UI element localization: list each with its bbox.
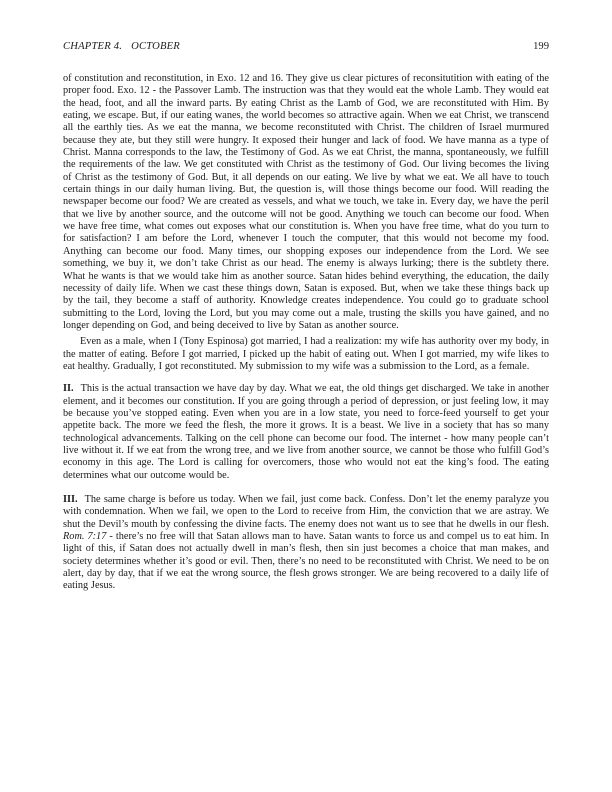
running-header: [63, 41, 549, 52]
section-iii-paragraph: [63, 494, 549, 593]
body-paragraph-2: [63, 336, 549, 373]
section-ii-text: This is the actual transaction we have day by day. What we eat, the old things get discharged. We take in another element, and it becomes our constitution. If you are going through a period of depression, or just feeling low, it may be because you’ve stopped eating. Even when you are in a low state, you need to force-feed yourself to get your appetite back. The more we feed the flesh, the more it grows. It is a beast. We live in a society that has so many technological advancements. Talking on the cell phone can become our food. The internet - how many people can’t live without it. If we eat from the wrong tree, and we live from another source, we cannot be those who fulfill God’s economy in this age. The Lord is calling for overcomers, those who would not eat the king’s food. The eating determines what our outcome would be.: [63, 383, 549, 481]
section-ii-label: II.: [63, 383, 74, 395]
section-iii-label: III.: [63, 494, 78, 505]
chapter-number: CHAPTER 4.: [63, 41, 123, 52]
paragraph-2-text: Even as a male, when I (Tony Espinosa) got married, I had a realization: my wife has authority over my body, in the matter of eating. Before I got married, I picked up the habit of eating out. When I got married, my wife likes to eat healthy. Gradually, I got reconstituted. My submission to my wife was a submission to the Lord, as a female.: [63, 336, 549, 372]
scripture-reference: Rom. 7:17: [63, 531, 107, 543]
chapter-title: OCTOBER: [131, 41, 180, 52]
body-paragraph-1: [63, 73, 549, 332]
section-iii-text-before: The same charge is before us today. When we fail, just come back. Confess. Don’t let the enemy paralyze you with condemnation. When we fail, we open to the Lord to receive from Him, the conviction that we are astray. We shut the Devil’s mouth by confessing the divine facts. The enemy does not want us to see that he dwells in our flesh.: [63, 494, 549, 530]
paragraph-1-text: of constitution and reconstitution, in Exo. 12 and 16. They give us clear pictures of reconsitutition with eating of the proper food. Exo. 12 - the Passover Lamb. The instruction was that they would eat the whole Lamb. They would eat the head, foot, and all the inward parts. By eating Christ as the Lamb of God, we are reconstituted with Him. By eating, we escape. But, if our eating wanes, the world becomes so attractive again. When we eat Christ, we transcend all the earthly ties. As we eat the manna, we become reconstituted with Christ. The children of Israel murmured because they ate, but they still were hungry. It exposed their hunger and lack of food. We have manna as a type of Christ. Manna corresponds to the law, the Testimony of God. As we eat Christ, the manna, spontaneously, we fulfill the requirements of the law. We get constituted with Christ as the testimony of God. Our living becomes the living of Christ as the testimony of God. But, it all depends on our eating. We live by what we eat. We all have to touch certain things in our daily human living. But, the question is, will those things become our food. Will reading the newspaper become our food? We are created as vessels, and what we touch, we take in. Every day, we have the peril that we live by another source, and the outcome will not be good. Anything we touch can become our food. When we have free time, what comes out exposes what our constitution is. When you have free time, what do you turn to for satisfaction? I am before the Lord, whenever I touch the computer, that this would not become my food. Anything can become our food. Many times, our shopping exposes our independence from the Lord. We see something, we buy it, we don’t take Christ as our head. The enemy is always lurking; there is the subtlety there. What he wants is that we would take him as another source. Satan hides behind everything, the education, the daily necessity of daily life. When we cast these things down, Satan is exposed. But, when we take these things back up by the tail, they become a staff of authority. Knowledge creates independence. You could go to graduate school submitting to the Lord, loving the Lord, but you may come out a male, trusting the skills you have gained, and no longer depending on God, and being deceived to live by Satan as another source.: [63, 73, 549, 331]
page-number: 199: [533, 41, 549, 52]
page-body: [63, 73, 549, 593]
section-ii-paragraph: [63, 383, 549, 482]
chapter-heading: [63, 41, 180, 52]
section-iii-text-after: - there’s no free will that Satan allows man to have. Satan wants to force us and compel us to eat him. In light of this, if Satan does not actually dwell in man’s flesh, then sin just becomes a choice that man makes, and society determines whether it’s good or evil. Then, there’s no need to be reconstituted with Christ. We need to be on alert, day by day, that if we eat the wrong source, the flesh grows stronger. We are being recovered to a daily life of eating Jesus.: [63, 531, 549, 592]
